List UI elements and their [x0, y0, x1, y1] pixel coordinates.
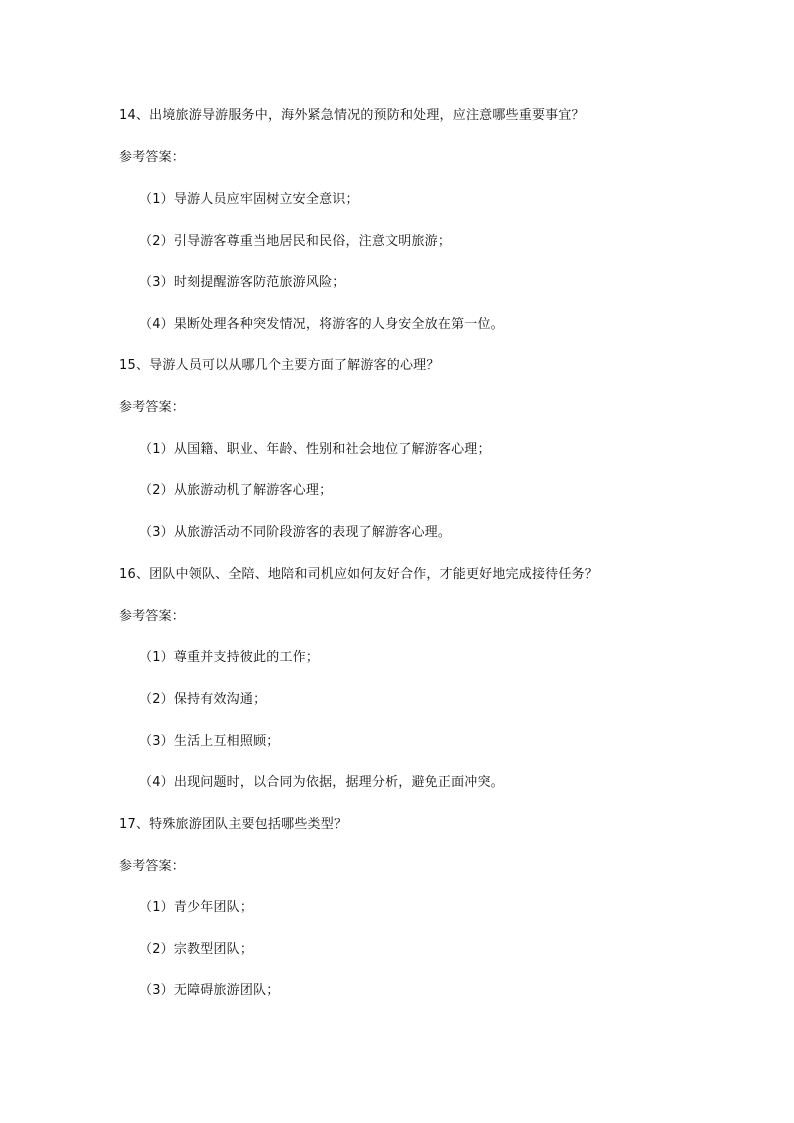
question-16: 16、团队中领队、全陪、地陪和司机应如何友好合作，才能更好地完成接待任务？	[119, 567, 598, 582]
answer-item: （4）出现问题时，以合同为依据，据理分析，避免正面冲突。	[139, 775, 504, 790]
answer-item: （2）引导游客尊重当地居民和民俗，注意文明旅游；	[139, 234, 452, 249]
answer-item: （4）果断处理各种突发情况，将游客的人身安全放在第一位。	[139, 317, 504, 332]
answer-label: 参考答案：	[119, 859, 186, 874]
answer-label: 参考答案：	[119, 150, 186, 165]
question-14: 14、出境旅游导游服务中，海外紧急情况的预防和处理，应注意哪些重要事宜？	[119, 108, 585, 123]
answer-label: 参考答案：	[119, 609, 186, 624]
answer-item: （1）导游人员应牢固树立安全意识；	[139, 192, 359, 207]
answer-item: （3）无障碍旅游团队；	[139, 983, 280, 998]
question-17: 17、特殊旅游团队主要包括哪些类型？	[119, 817, 348, 832]
answer-item: （1）尊重并支持彼此的工作；	[139, 650, 320, 665]
answer-item: （2）从旅游动机了解游客心理；	[139, 483, 333, 498]
answer-item: （2）保持有效沟通；	[139, 692, 267, 707]
answer-item: （3）时刻提醒游客防范旅游风险；	[139, 275, 346, 290]
answer-item: （3）从旅游活动不同阶段游客的表现了解游客心理。	[139, 525, 452, 540]
answer-item: （1）从国籍、职业、年龄、性别和社会地位了解游客心理；	[139, 442, 491, 457]
answer-item: （1）青少年团队；	[139, 900, 254, 915]
answer-item: （2）宗教型团队；	[139, 942, 254, 957]
answer-item: （3）生活上互相照顾；	[139, 734, 280, 749]
question-15: 15、导游人员可以从哪几个主要方面了解游客的心理？	[119, 358, 440, 373]
answer-label: 参考答案：	[119, 400, 186, 415]
